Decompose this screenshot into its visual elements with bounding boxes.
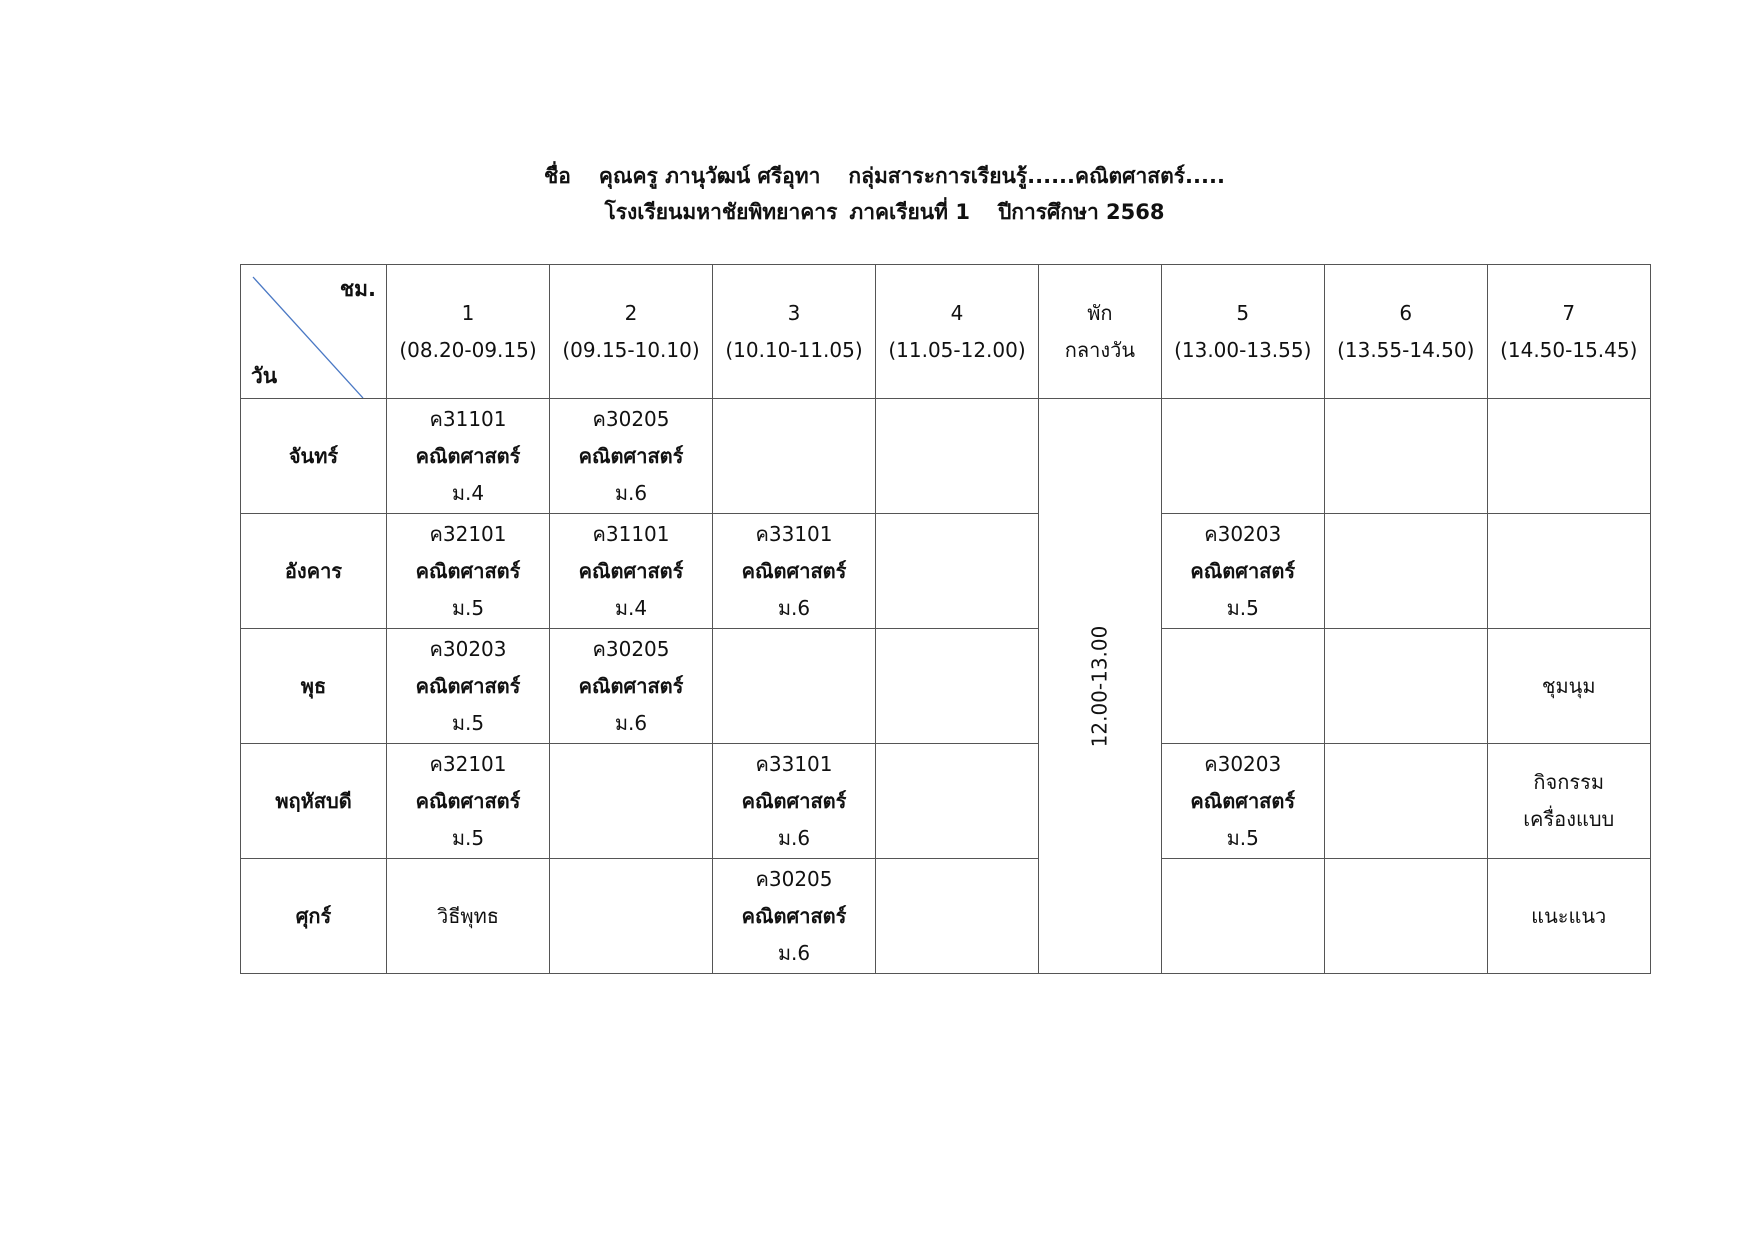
day-label: วัน [251, 364, 278, 388]
teacher-name: คุณครู ภานุวัฒน์ ศรีอุทา [598, 164, 821, 188]
class-cell: ค33101 คณิตศาสตร์ ม.6 [713, 744, 876, 859]
header-row [241, 265, 1651, 399]
activity-cell: ชุมนุม [1487, 629, 1650, 744]
empty-cell [1324, 514, 1487, 629]
empty-cell [876, 629, 1039, 744]
hour-label: ชม. [339, 277, 376, 301]
period-header-6: 6 (13.55-14.50) [1324, 265, 1487, 399]
name-label: ชื่อ [544, 164, 571, 188]
class-cell: ค30203 คณิตศาสตร์ ม.5 [1161, 744, 1324, 859]
day-name: จันทร์ [241, 399, 387, 514]
corner-cell [241, 265, 387, 399]
empty-cell [1487, 514, 1650, 629]
subject-group: กลุ่มสาระการเรียนรู้......คณิตศาสตร์..... [848, 164, 1225, 188]
day-name: พฤหัสบดี [241, 744, 387, 859]
activity-cell: วิธีพุทธ [387, 859, 550, 974]
class-cell: ค33101 คณิตศาสตร์ ม.6 [713, 514, 876, 629]
empty-cell [1161, 399, 1324, 514]
day-row-tuesday [241, 514, 1651, 629]
period-header-1: 1 (08.20-09.15) [387, 265, 550, 399]
academic-year: ปีการศึกษา 2568 [997, 200, 1165, 224]
period-header-2: 2 (09.15-10.10) [550, 265, 713, 399]
class-cell: ค30205 คณิตศาสตร์ ม.6 [713, 859, 876, 974]
school-name: โรงเรียนมหาชัยพิทยาคาร [604, 200, 838, 224]
class-cell: ค30205 คณิตศาสตร์ ม.6 [550, 629, 713, 744]
class-cell: ค31101 คณิตศาสตร์ ม.4 [550, 514, 713, 629]
header-line-1 [0, 158, 1755, 194]
day-row-thursday [241, 744, 1651, 859]
period-header-7: 7 (14.50-15.45) [1487, 265, 1650, 399]
class-cell: ค30205 คณิตศาสตร์ ม.6 [550, 399, 713, 514]
day-name: อังคาร [241, 514, 387, 629]
day-name: พุธ [241, 629, 387, 744]
empty-cell [876, 744, 1039, 859]
day-row-friday [241, 859, 1651, 974]
empty-cell [1324, 399, 1487, 514]
empty-cell [1487, 399, 1650, 514]
class-cell: ค32101 คณิตศาสตร์ ม.5 [387, 744, 550, 859]
empty-cell [713, 399, 876, 514]
empty-cell [876, 859, 1039, 974]
empty-cell [876, 399, 1039, 514]
period-header-lunch: พัก กลางวัน [1039, 265, 1162, 399]
document-header [0, 158, 1755, 230]
term: ภาคเรียนที่ 1 [849, 200, 970, 224]
activity-cell: แนะแนว [1487, 859, 1650, 974]
period-header-3: 3 (10.10-11.05) [713, 265, 876, 399]
day-row-monday [241, 399, 1651, 514]
empty-cell [1161, 859, 1324, 974]
class-cell: ค32101 คณิตศาสตร์ ม.5 [387, 514, 550, 629]
day-name: ศุกร์ [241, 859, 387, 974]
class-cell: ค31101 คณิตศาสตร์ ม.4 [387, 399, 550, 514]
empty-cell [550, 859, 713, 974]
day-row-wednesday [241, 629, 1651, 744]
empty-cell [1161, 629, 1324, 744]
empty-cell [1324, 744, 1487, 859]
empty-cell [550, 744, 713, 859]
timetable [240, 264, 1651, 974]
empty-cell [1324, 629, 1487, 744]
lunch-time: 12.00-13.00 [1087, 625, 1112, 747]
empty-cell [713, 629, 876, 744]
empty-cell [876, 514, 1039, 629]
period-header-4: 4 (11.05-12.00) [876, 265, 1039, 399]
class-cell: ค30203 คณิตศาสตร์ ม.5 [1161, 514, 1324, 629]
activity-cell: กิจกรรม เครื่องแบบ [1487, 744, 1650, 859]
empty-cell [1324, 859, 1487, 974]
class-cell: ค30203 คณิตศาสตร์ ม.5 [387, 629, 550, 744]
period-header-5: 5 (13.00-13.55) [1161, 265, 1324, 399]
lunch-break-cell [1039, 399, 1162, 974]
header-line-2 [0, 194, 1755, 230]
